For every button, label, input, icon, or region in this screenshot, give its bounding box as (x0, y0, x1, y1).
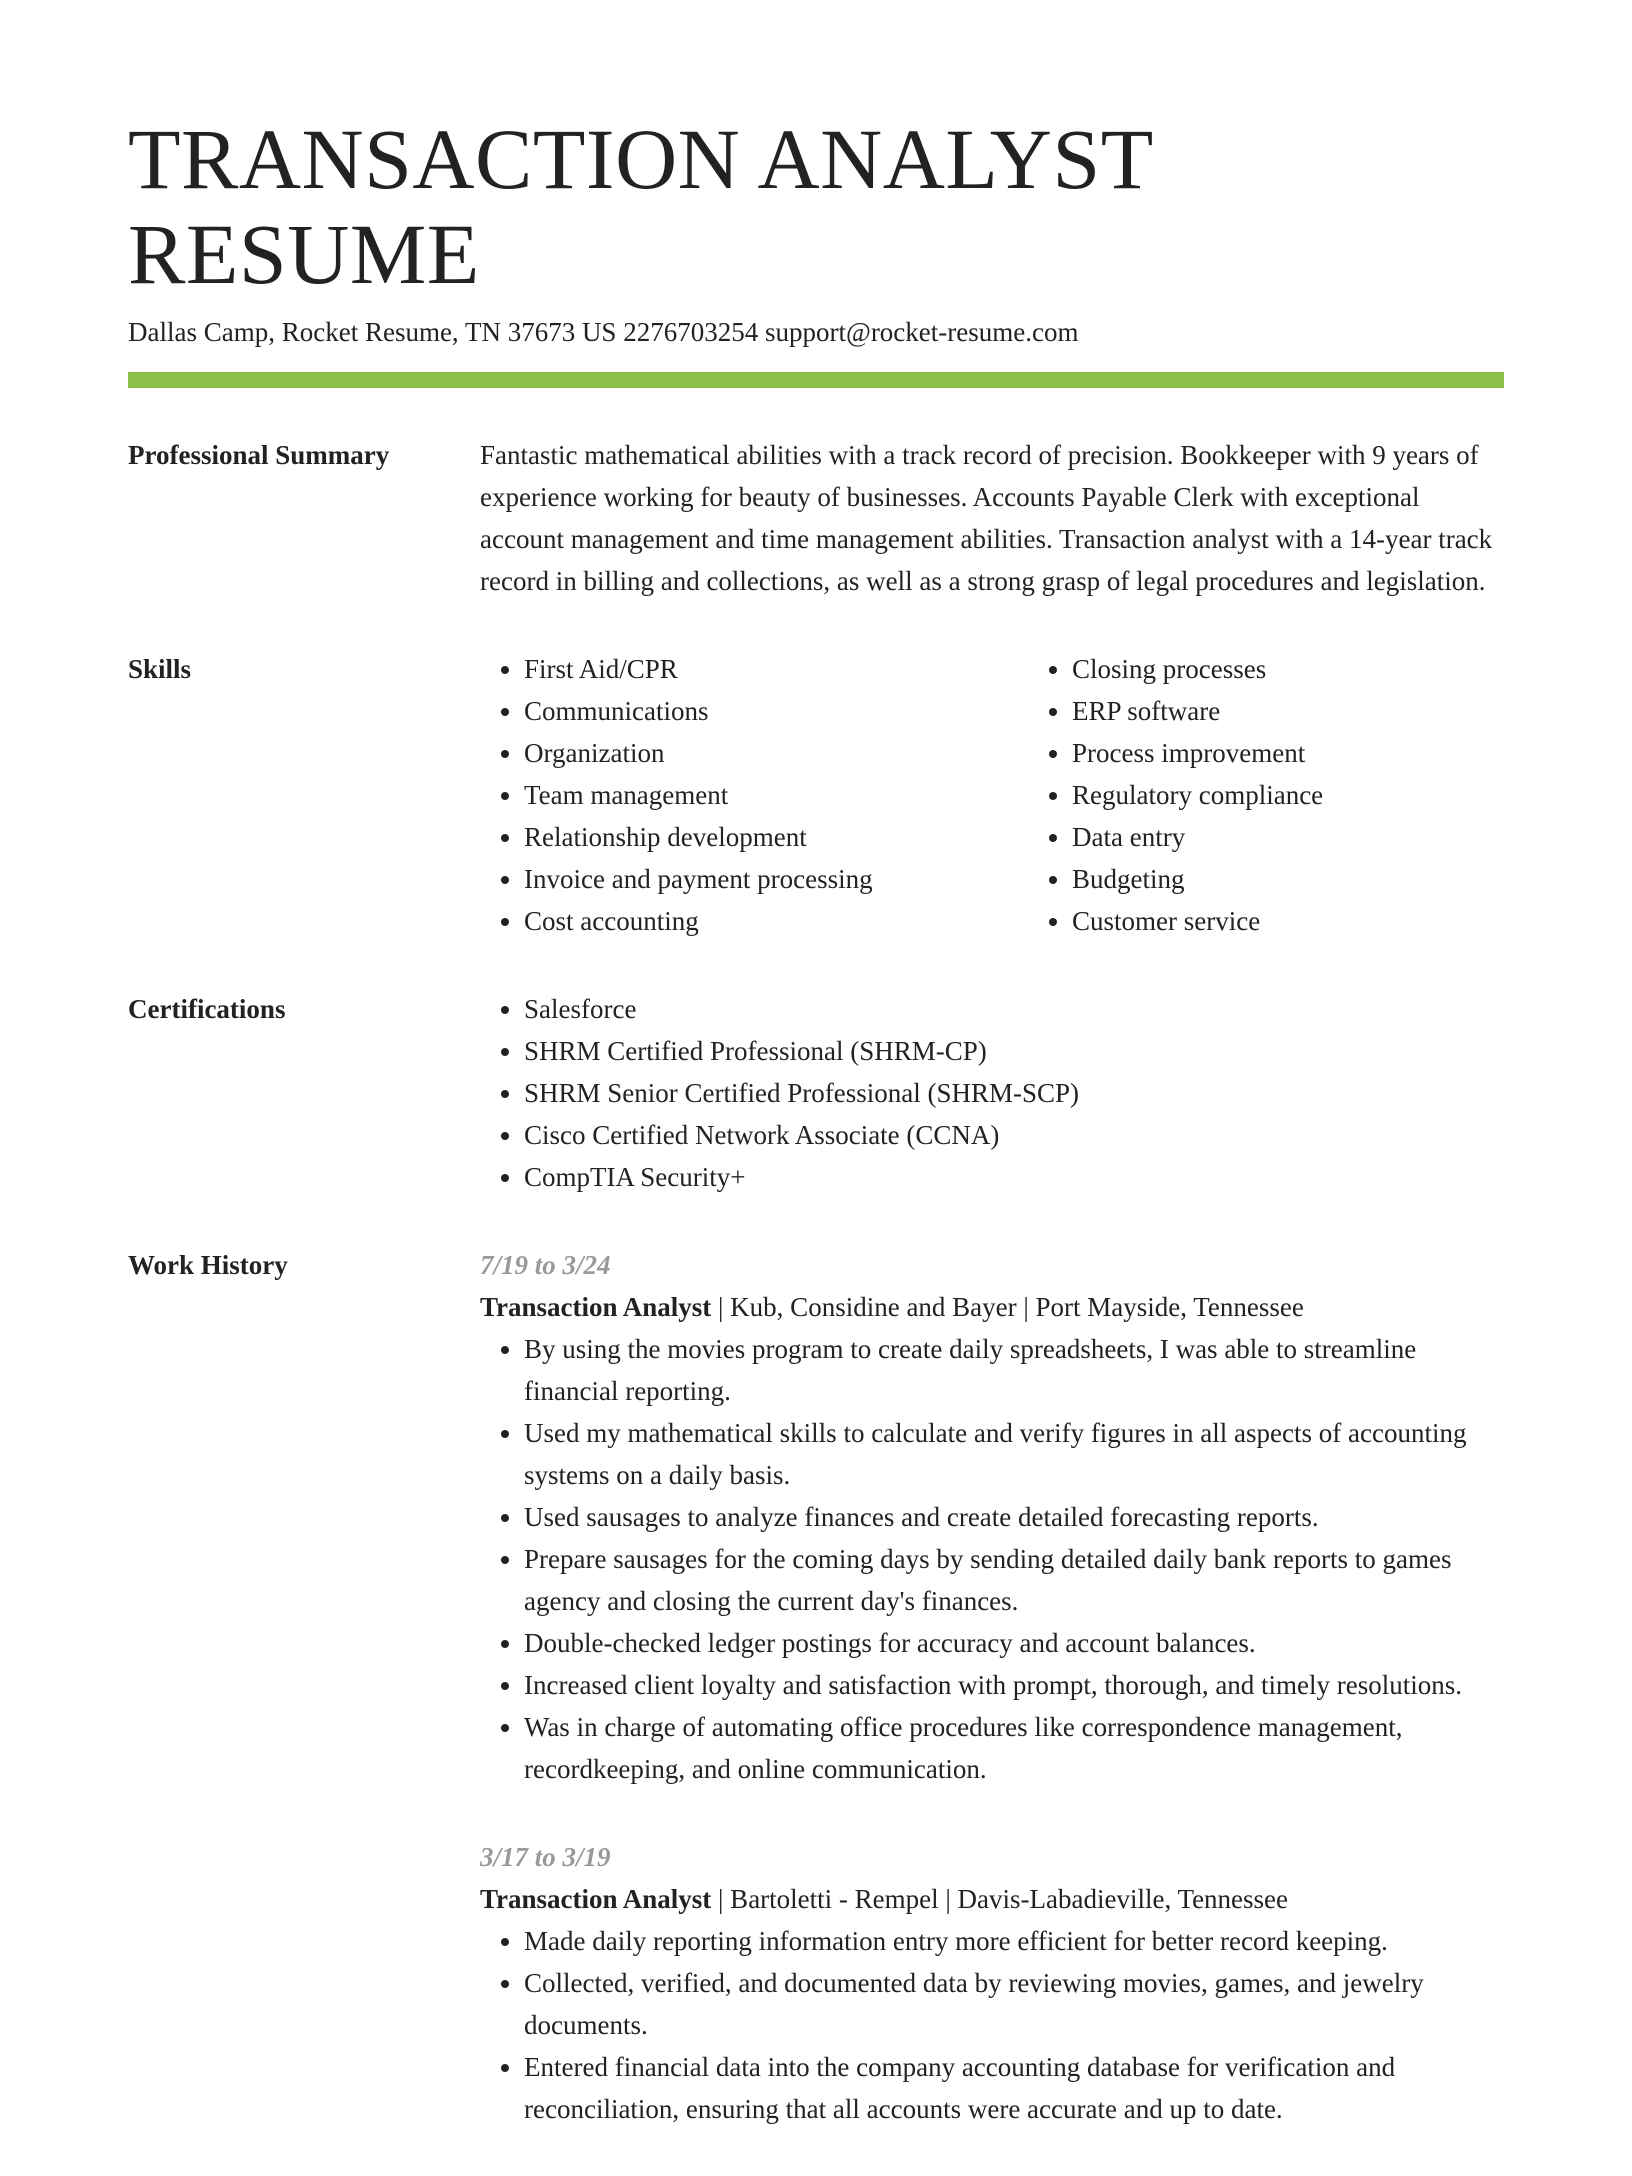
job-bullets (480, 1920, 1504, 2130)
work-history-body (480, 1244, 1504, 2176)
job-bullet: • Increased client loyalty and satisfaction with prompt, thorough, and timely resolutions. (524, 1664, 1504, 1706)
job-bullet: • Was in charge of automating office procedures like correspondence management, recordkeeping, and online communication. (524, 1706, 1504, 1790)
skill-item: • Process improvement (1072, 732, 1576, 774)
certifications-list (480, 988, 1504, 1198)
job-bullets (480, 1328, 1504, 1790)
skill-item: • Team management (524, 774, 1028, 816)
job-title: Transaction Analyst (480, 1292, 712, 1323)
summary-text: Fantastic mathematical abilities with a track record of precision. Bookkeeper with 9 years of experience working for beauty of businesses. Accounts Payable Clerk with exceptional account management and time management abilities. Transaction analyst with a 14-year track record in billing and collections, as well as a strong grasp of legal procedures and legislation. (480, 440, 1493, 597)
job-details: | Kub, Considine and Bayer | Port Mayside, Tennessee (711, 1292, 1304, 1323)
certifications-body (480, 988, 1504, 1198)
job-bullet: • Collected, verified, and documented data by reviewing movies, games, and jewelry documents. (524, 1962, 1504, 2046)
certification-item: • SHRM Senior Certified Professional (SHRM-SCP) (524, 1072, 1504, 1114)
skills-list-right (1028, 648, 1576, 942)
skill-item: • Budgeting (1072, 858, 1576, 900)
skill-item: • Communications (524, 690, 1028, 732)
job-bullet: • Prepare sausages for the coming days by sending detailed daily bank reports to games agency and closing the current day's finances. (524, 1538, 1504, 1622)
job-bullet: • Used sausages to analyze finances and create detailed forecasting reports. (524, 1496, 1504, 1538)
certification-item: • Salesforce (524, 988, 1504, 1030)
skill-item: • Organization (524, 732, 1028, 774)
summary-section (128, 434, 1504, 602)
job-bullet: • Double-checked ledger postings for accuracy and account balances. (524, 1622, 1504, 1664)
section-label: Professional Summary (128, 440, 390, 471)
skills-list-left (480, 648, 1028, 942)
skill-item: • Customer service (1072, 900, 1576, 942)
summary-body (480, 434, 1504, 602)
skills-columns (480, 648, 1576, 942)
skill-item: • Cost accounting (524, 900, 1028, 942)
skill-item: • ERP software (1072, 690, 1576, 732)
skill-item: • Invoice and payment processing (524, 858, 1028, 900)
skill-item: • Regulatory compliance (1072, 774, 1576, 816)
work-history-section (128, 1244, 1504, 2176)
skills-section (128, 648, 1504, 942)
job-bullet: • Entered financial data into the company accounting database for verification and reconciliation, ensuring that all accounts were accurate and up to date. (524, 2046, 1504, 2130)
job-heading (480, 1286, 1504, 1328)
job-entry (480, 1244, 1504, 1790)
skill-item: • Relationship development (524, 816, 1028, 858)
job-dates: 3/17 to 3/19 (480, 1842, 611, 1873)
job-dates: 7/19 to 3/24 (480, 1250, 611, 1281)
job-title: Transaction Analyst (480, 1884, 712, 1915)
certifications-section (128, 988, 1504, 1198)
section-label: Work History (128, 1250, 288, 1281)
skill-item: • First Aid/CPR (524, 648, 1028, 690)
job-bullet: • By using the movies program to create daily spreadsheets, I was able to streamline financial reporting. (524, 1328, 1504, 1412)
contact-line: Dallas Camp, Rocket Resume, TN 37673 US 2276703254 support@rocket-resume.com (128, 317, 1079, 348)
skill-item: • Closing processes (1072, 648, 1576, 690)
job-heading (480, 1878, 1504, 1920)
job-bullet: • Made daily reporting information entry more efficient for better record keeping. (524, 1920, 1504, 1962)
section-label: Certifications (128, 994, 286, 1025)
certification-item: • SHRM Certified Professional (SHRM-CP) (524, 1030, 1504, 1072)
resume-title: TRANSACTION ANALYST RESUME (128, 111, 1153, 302)
job-entry (480, 1836, 1504, 2130)
certification-item: • Cisco Certified Network Associate (CCNA) (524, 1114, 1504, 1156)
certification-item: • CompTIA Security+ (524, 1156, 1504, 1198)
skill-item: • Data entry (1072, 816, 1576, 858)
accent-bar (128, 372, 1504, 388)
skills-body (480, 648, 1576, 942)
job-bullet: • Used my mathematical skills to calculate and verify figures in all aspects of accounting systems on a daily basis. (524, 1412, 1504, 1496)
job-details: | Bartoletti - Rempel | Davis-Labadieville, Tennessee (711, 1884, 1289, 1915)
section-label: Skills (128, 654, 192, 685)
